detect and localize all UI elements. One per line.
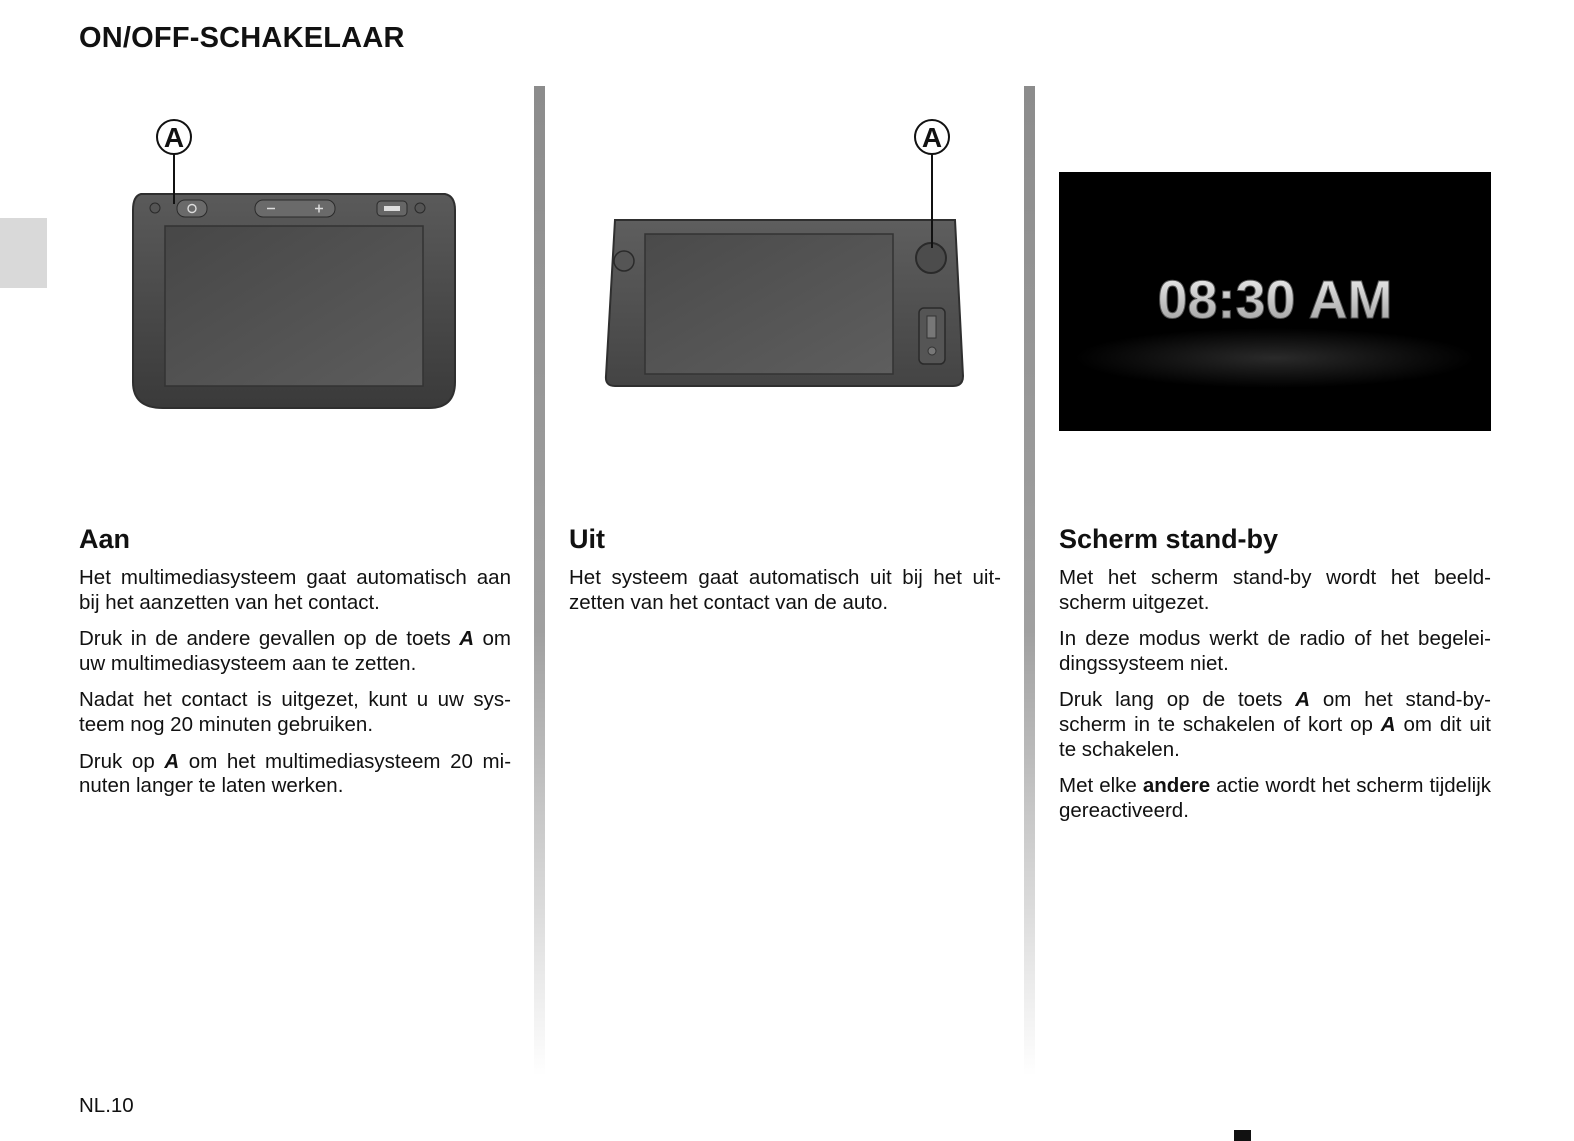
device-screen [645, 234, 893, 374]
section-body [79, 566, 511, 811]
figure-multimedia-unit-alt [569, 86, 1001, 506]
section-scherm-stand-by [1059, 86, 1491, 1076]
usb-port [927, 316, 936, 338]
aux-jack[interactable] [415, 203, 425, 213]
text-run: om het stand-by-scherm in te schakelen of kort op [1059, 688, 1491, 736]
standby-clock: 08:30 AM [1157, 270, 1393, 330]
device-screen [165, 226, 423, 386]
paragraph [79, 627, 511, 676]
jack-port [928, 347, 936, 355]
text-run: om dit uit te schakelen. [1059, 712, 1491, 761]
key-reference: A [459, 627, 475, 651]
section-uit [569, 86, 1001, 1076]
paragraph [79, 566, 511, 615]
key-reference: A [1380, 712, 1396, 736]
paragraph [1059, 566, 1491, 615]
section-heading: Scherm stand-by [1059, 524, 1279, 554]
figure-multimedia-unit-front [79, 86, 511, 506]
paragraph [1059, 774, 1491, 823]
text-run: Met elke [1059, 774, 1143, 798]
text-run: om uw multimediasysteem aan te zetten. [79, 627, 511, 675]
text-run: om het multimediasysteem 20 minuten langer te laten werken. [79, 749, 512, 798]
text-run: actie wordt het scherm tijdelijk gereactiveerd. [1059, 774, 1491, 822]
usb-slot-inner [384, 206, 400, 211]
key-reference: A [1295, 688, 1311, 712]
callout-label: A [921, 122, 943, 153]
text-run: Druk lang op de toets [1059, 688, 1296, 712]
section-body [569, 566, 1001, 627]
text-run: Het systeem gaat automatisch uit bij het uitzetten van het contact van de auto. [569, 566, 1001, 614]
microphone-hole [150, 203, 160, 213]
paragraph [569, 566, 1001, 615]
paragraph [1059, 627, 1491, 676]
section-heading: Aan [79, 524, 131, 554]
text-run: Met het scherm stand-by wordt het beeldscherm uitgezet. [1059, 566, 1491, 614]
callout-label: A [163, 122, 185, 153]
column-divider [1024, 86, 1035, 1076]
section-heading: Uit [569, 524, 605, 554]
text-run: Nadat het contact is uitgezet, kunt u uw systeem nog 20 minuten gebruiken. [79, 688, 511, 736]
paragraph [79, 688, 511, 737]
column-divider [534, 86, 545, 1076]
emphasis: andere [1142, 774, 1211, 798]
chapter-tab [0, 218, 47, 288]
end-of-section-mark [1234, 1130, 1251, 1141]
screen-reflection [1075, 328, 1475, 388]
section-body [1059, 566, 1491, 835]
paragraph [1059, 688, 1491, 762]
paragraph [79, 750, 511, 799]
text-run: In deze modus werkt de radio of het begeleidingssysteem niet. [1059, 627, 1491, 675]
power-button[interactable] [177, 200, 207, 217]
text-run: Druk in de andere gevallen op de toets [79, 627, 460, 651]
side-knob-left [614, 251, 634, 271]
page-title: ON/OFF-SCHAKELAAR [79, 22, 405, 54]
text-run: Druk op [79, 749, 165, 773]
text-run: Het multimediasysteem gaat automatisch aan bij het aanzetten van het contact. [79, 566, 511, 614]
figure-standby-clock [1059, 86, 1491, 506]
page-number: NL.10 [79, 1094, 134, 1117]
section-aan [79, 86, 511, 1076]
key-reference: A [164, 749, 180, 773]
